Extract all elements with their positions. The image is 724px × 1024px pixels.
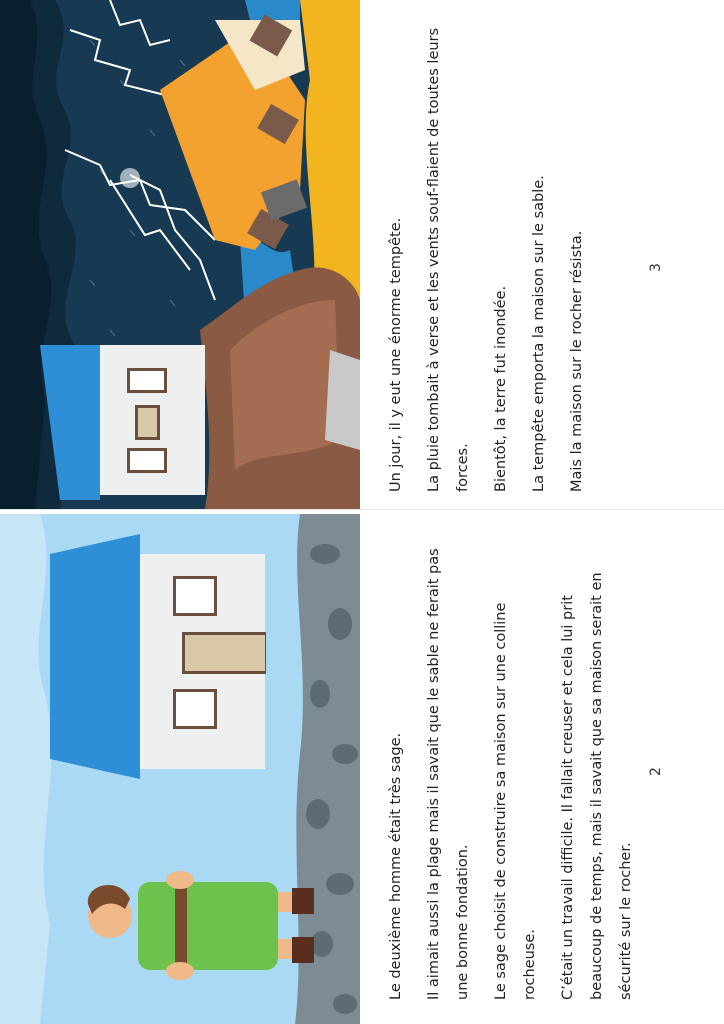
paragraph: Mais la maison sur le rocher résista.	[569, 230, 585, 492]
paragraph: Le deuxième homme était très sage.	[388, 732, 404, 1000]
storm-illustration	[0, 0, 360, 509]
page-3-text	[382, 22, 601, 492]
paragraph: La pluie tombait à verse et les vents souf-flaient de toutes leurs forces.	[426, 27, 471, 492]
paragraph: Bientôt, la terre fut inondée.	[493, 285, 509, 492]
paragraph: Un jour, il y eut une énorme tempête.	[388, 217, 404, 492]
house-on-rock	[40, 345, 205, 500]
sunny-illustration	[0, 514, 360, 1024]
paragraph: C’était un travail difficile. Il fallait creuser et cela lui prit beaucoup de temps, mais il savait que sa maison serait en sécurité sur le rocher.	[560, 572, 634, 1000]
wise-house	[50, 534, 266, 779]
page-number: 2	[648, 767, 664, 776]
page-divider	[0, 509, 724, 510]
page-2-text	[382, 530, 650, 1000]
house-icon	[50, 534, 140, 779]
paragraph: Il aimait aussi la plage mais il savait que le sable ne ferait pas une bonne fondation.	[426, 548, 471, 1000]
page-number: 3	[648, 263, 664, 272]
paragraph: Le sage choisit de construire sa maison sur une colline rocheuse.	[493, 602, 538, 1000]
paragraph: La tempête emporta la maison sur le sable.	[531, 175, 547, 492]
